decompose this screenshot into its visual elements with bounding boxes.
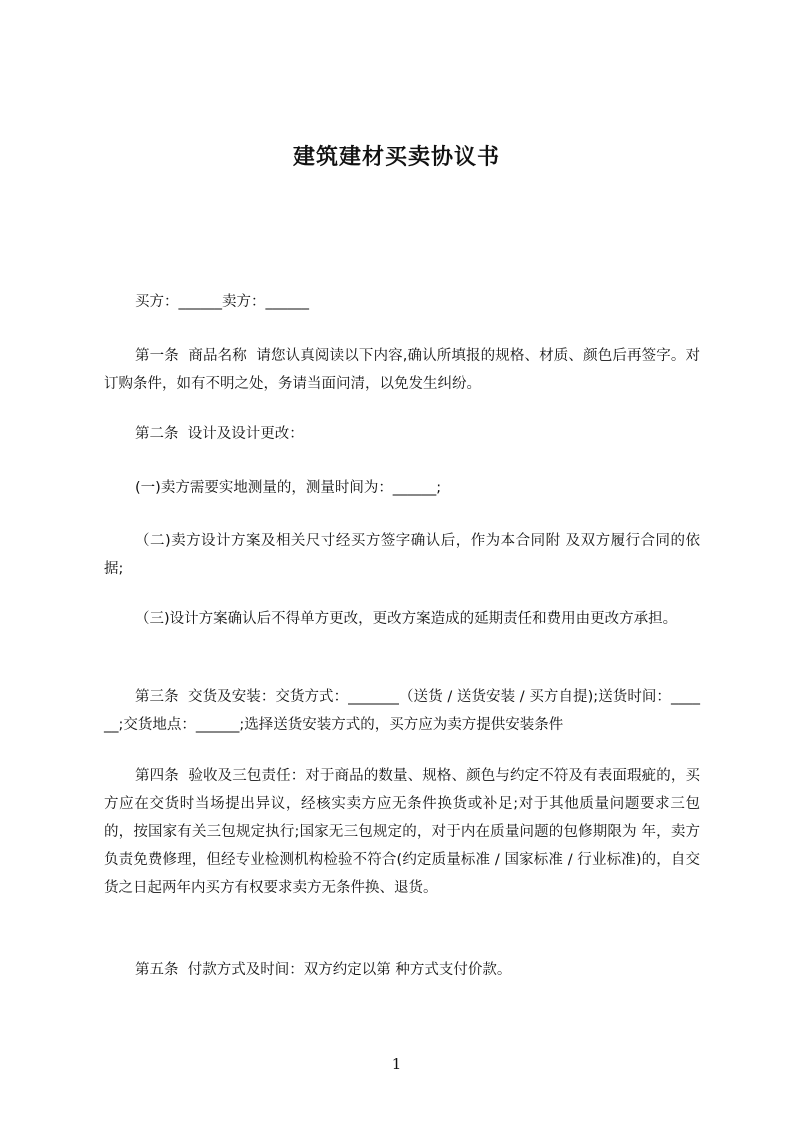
article-3-paragraph: 第三条 交货及安装：交货方式：_______（送货 / 送货安装 / 买方自提);送货时间：______;交货地点：______;选择送货安装方式的，买方应为卖方提供安装条件 bbox=[104, 689, 700, 733]
page-number: 1 bbox=[391, 1055, 402, 1073]
article-4-paragraph: 第四条 验收及三包责任：对于商品的数量、规格、颜色与约定不符及有表面瑕疵的，买方应在交货时当场提出异议，经核实卖方应无条件换货或补足;对于其他质量问题要求三包的，按国家有关三包规定执行;国家无三包规定的，对于内在质量问题的包修期限为 年，卖方负责免费修理，但经专业检测机构检验不符合(约定质量标准 / 国家标准 / 行业标准)的，自交货之日起两年内买方有权要求卖方无条件换、退货。 bbox=[104, 768, 700, 896]
article-2-item-1: (一)卖方需要实地测量的，测量时间为：______; bbox=[135, 480, 442, 496]
parties-line: 买方：______卖方：______ bbox=[135, 294, 309, 310]
article-1-paragraph: 第一条 商品名称 请您认真阅读以下内容,确认所填报的规格、材质、颜色后再签字。对订购条件，如有不明之处，务请当面问清，以免发生纠纷。 bbox=[104, 348, 700, 392]
article-2-item-2: （二)卖方设计方案及相关尺寸经买方签字确认后，作为本合同附 及双方履行合同的依据; bbox=[104, 533, 700, 577]
article-2-item-3: （三)设计方案确认后不得单方更改，更改方案造成的延期责任和费用由更改方承担。 bbox=[135, 611, 678, 627]
article-2-heading: 第二条 设计及设计更改： bbox=[135, 426, 304, 442]
document-title: 建筑建材买卖协议书 bbox=[292, 145, 500, 170]
article-5-paragraph: 第五条 付款方式及时间：双方约定以第 种方式支付价款。 bbox=[135, 962, 512, 978]
